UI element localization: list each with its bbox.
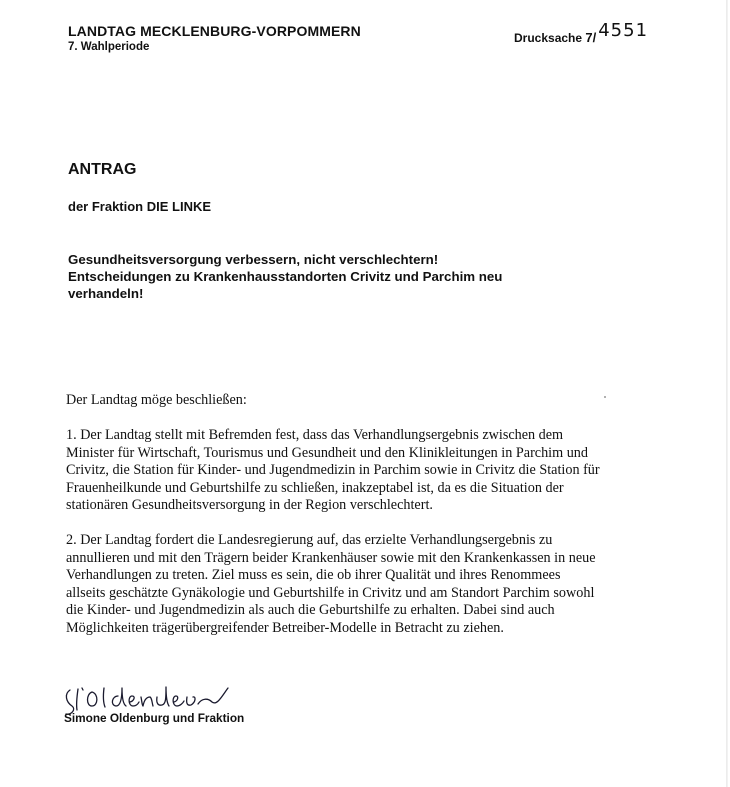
text-line: Crivitz, die Station für Kinder- und Jugendmedizin in Parchim sowie in Crivitz die Station für [66, 462, 600, 479]
document-type: ANTRAG [68, 161, 137, 178]
text-line: stationären Gesundheitsversorgung in der Region verschlechtert. [66, 497, 433, 514]
motion-title [68, 251, 628, 302]
parliament-name: LANDTAG MECKLENBURG-VORPOMMERN [68, 23, 361, 39]
text-line: Minister für Wirtschaft, Tourismus und Gesundheit und den Klinikleitungen in Parchim und [66, 444, 588, 461]
text-line: Möglichkeiten trägerübergreifender Betreiber-Modelle in Betracht zu ziehen. [66, 619, 504, 636]
text-line: die Kinder- und Jugendmedizin als auch die Geburtshilfe zu erhalten. Dabei sind auch [66, 602, 555, 619]
text-line: annullieren und mit den Trägern beider Krankenhäuser sowie mit den Krankenkassen in neue [66, 549, 596, 566]
drucksache-number: 7/ [585, 30, 597, 45]
paragraph-2 [66, 532, 666, 638]
drucksache-handwritten-number: 4551 [598, 20, 649, 41]
text-line: Verhandlungen zu treten. Ziel muss es sein, die ob ihrer Qualität und ihres Renommees [66, 567, 561, 584]
drucksache-field [514, 20, 649, 47]
signer-name: Simone Oldenburg und Fraktion [64, 711, 245, 725]
text-line: Frauenheilkunde und Geburtshilfe zu schließen, inakzeptabel ist, da es die Situation der [66, 479, 564, 496]
text-line: 2. Der Landtag fordert die Landesregierung auf, das erzielte Verhandlungsergebnis zu [66, 532, 553, 548]
scan-speck [604, 396, 606, 398]
title-line: Entscheidungen zu Krankenhausstandorten Crivitz und Parchim neu [68, 269, 503, 284]
resolution-intro: Der Landtag möge beschließen: [66, 392, 247, 408]
drucksache-label: Drucksache [514, 31, 583, 45]
title-line: Gesundheitsversorgung verbessern, nicht verschlechtern! [68, 252, 439, 267]
scan-edge [726, 0, 728, 787]
legislative-period: 7. Wahlperiode [68, 41, 150, 53]
text-line: 1. Der Landtag stellt mit Befremden fest, dass das Verhandlungsergebnis zwischen dem [66, 427, 564, 443]
text-line: allseits geschätzte Gynäkologie und Geburtshilfe in Crivitz und am Standort Parchim sowohl [66, 584, 595, 601]
submitter: der Fraktion DIE LINKE [68, 199, 212, 214]
title-line: verhandeln! [68, 286, 144, 301]
paragraph-1 [66, 427, 666, 515]
